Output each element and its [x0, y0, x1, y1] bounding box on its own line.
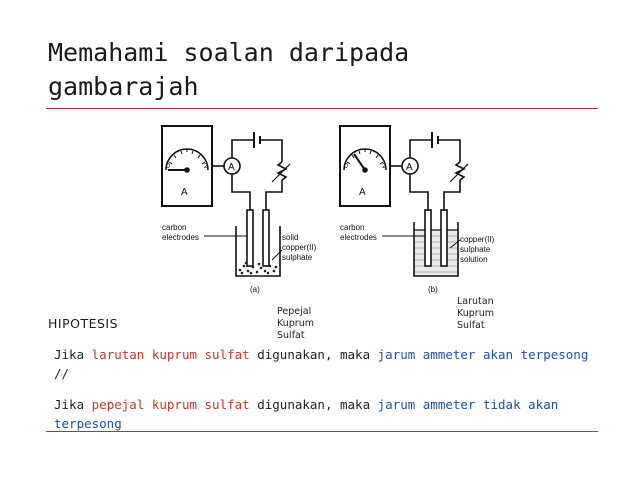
hyp1-variable: larutan kuprum sulfat	[91, 347, 250, 362]
hypothesis-1	[54, 345, 602, 383]
diagram-b	[340, 126, 494, 294]
caption-a: (a)	[250, 285, 260, 294]
electrodes-label-b: carbon electrodes	[340, 223, 377, 242]
substance-label-a: solid copper(II) sulphate	[282, 233, 317, 262]
scale-left-a: 0	[166, 163, 170, 170]
meter-symbol-a: A	[228, 162, 235, 173]
rheostat-a	[278, 162, 286, 180]
ammeter-needle-b	[354, 154, 365, 170]
electrodes-label-a: carbon electrodes	[162, 223, 199, 242]
electrode-right-a	[263, 210, 269, 266]
electrode-right-b	[441, 210, 447, 266]
electrode-left-b	[425, 210, 431, 266]
meter-symbol-b: A	[406, 162, 413, 173]
hyp2-outcome: jarum ammeter tidak akan terpesong	[54, 397, 559, 431]
hyp1-separator: //	[54, 366, 70, 381]
circuit-diagram	[154, 118, 494, 302]
hyp2-text-2: digunakan, maka	[249, 397, 378, 412]
ammeter-scale-b	[344, 149, 386, 170]
scale-right-a: 2	[204, 163, 208, 170]
rheostat-b	[456, 162, 464, 180]
hipotesis-heading: HIPOTESIS	[48, 316, 119, 331]
diagram-a	[162, 126, 317, 294]
hyp2-variable: pepejal kuprum sulfat	[91, 397, 250, 412]
hyp1-outcome: jarum ammeter akan terpesong	[377, 347, 589, 362]
caption-b: (b)	[428, 285, 438, 294]
slide-title: Memahami soalan daripada gambarajah	[48, 38, 410, 101]
scale-left-b: 0	[344, 163, 348, 170]
ammeter-scale-a	[166, 149, 208, 170]
label-pepejal: Pepejal Kuprum Sulfat	[277, 306, 314, 341]
solution-fill-b	[414, 230, 458, 276]
hypothesis-divider	[46, 431, 598, 432]
title-divider	[46, 108, 598, 109]
label-larutan: Larutan Kuprum Sulfat	[457, 296, 494, 331]
hyp2-text-1: Jika	[54, 397, 92, 412]
electrode-left-a	[247, 210, 253, 266]
ammeter-symbol-a: A	[181, 187, 188, 198]
substance-label-b: copper(II) sulphate solution	[460, 235, 494, 264]
circuit-diagram-svg	[154, 118, 494, 302]
beaker-a	[236, 226, 280, 276]
hyp1-text-1: Jika	[54, 347, 92, 362]
solid-crystals-a	[239, 262, 278, 275]
scale-right-b: 2	[382, 163, 386, 170]
ammeter-symbol-b: A	[359, 187, 366, 198]
hyp1-text-2: digunakan, maka	[249, 347, 378, 362]
hypothesis-2	[54, 395, 602, 433]
